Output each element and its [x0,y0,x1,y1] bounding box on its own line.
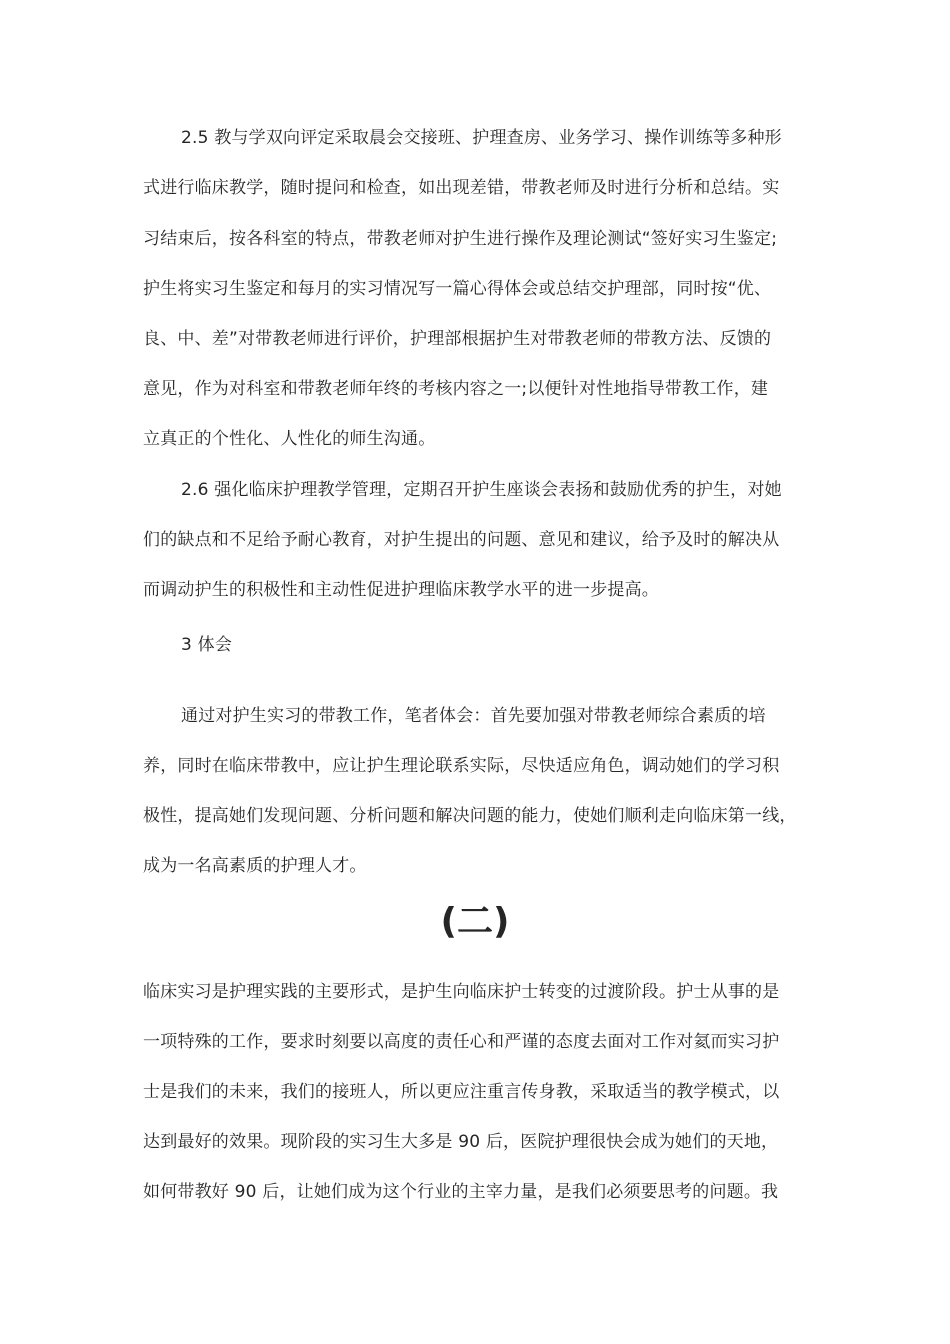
text-line: 养，同时在临床带教中，应让护生理论联系实际，尽快适应角色，调动她们的学习积 [143,756,780,776]
text-line: 达到最好的效果。现阶段的实习生大多是 90 后，医院护理很快会成为她们的天地， [143,1132,779,1152]
text-line: 立真正的个性化、人性化的师生沟通。 [143,429,436,449]
text-line: 式进行临床教学，随时提问和检查，如出现差错，带教老师及时进行分析和总结。实 [143,178,780,198]
text-line: 极性，提高她们发现问题、分析问题和解决问题的能力，使她们顺利走向临床第一线， [143,806,797,826]
text-line: 们的缺点和不足给予耐心教育，对护生提出的问题、意见和建议，给予及时的解决从 [143,530,780,550]
part-two-heading: (二) [440,901,510,942]
text-line: 成为一名高素质的护理人才。 [143,856,367,876]
text-line: 一项特殊的工作，要求时刻要以高度的责任心和严谨的态度去面对工作对氦而实习护 [143,1032,780,1052]
text-line: 良、中、差”对带教老师进行评价，护理部根据护生对带教老师的带教方法、反馈的 [143,329,772,349]
text-line: 临床实习是护理实践的主要形式，是护生向临床护士转变的过渡阶段。护士从事的是 [143,982,780,1002]
text-line: 2.5 教与学双向评定采取晨会交接班、护理查房、业务学习、操作训练等多种形 [181,128,782,148]
text-line: 士是我们的未来，我们的接班人，所以更应注重言传身教，采取适当的教学模式，以 [143,1082,780,1102]
text-line: 通过对护生实习的带教工作，笔者体会：首先要加强对带教老师综合素质的培 [181,706,766,726]
text-line: 护生将实习生鉴定和每月的实习情况写一篇心得体会或总结交护理部，同时按“优、 [143,279,772,299]
text-line: 意见，作为对科室和带教老师年终的考核内容之一;以便针对性地指导带教工作，建 [143,379,769,399]
text-line: 而调动护生的积极性和主动性促进护理临床教学水平的进一步提高。 [143,580,659,600]
text-line: 2.6 强化临床护理教学管理，定期召开护生座谈会表扬和鼓励优秀的护生，对她 [181,480,782,500]
section-heading-3: 3 体会 [181,635,233,655]
text-line: 习结束后，按各科室的特点，带教老师对护生进行操作及理论测试“签好实习生鉴定; [143,229,778,249]
text-line: 如何带教好 90 后，让她们成为这个行业的主宰力量，是我们必须要思考的问题。我 [143,1182,779,1202]
